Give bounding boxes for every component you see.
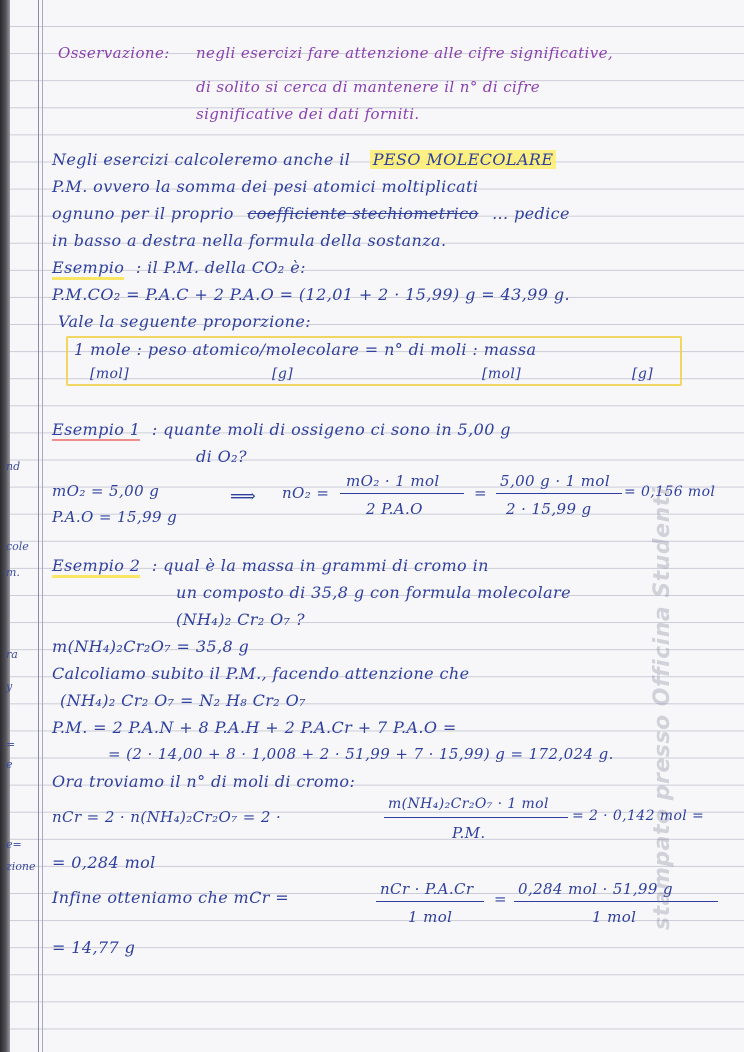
pm-line-1: P.M. = 2 P.A.N + 8 P.A.H + 2 P.A.Cr + 7 P.A.O =	[52, 718, 457, 737]
implies-arrow: ⟹	[230, 486, 257, 507]
final-result: = 14,77 g	[52, 938, 136, 957]
watermark: stampato presso Officina Studenti	[650, 487, 675, 930]
fraction-bar	[384, 817, 568, 818]
final-moles: = 0,284 mol	[52, 853, 156, 872]
margin-bleed-text: nd	[6, 460, 21, 473]
margin-bleed-text: y	[6, 680, 13, 693]
proportion-formula: 1 mole : peso atomico/molecolare = n° di moli : massa	[74, 340, 537, 359]
example-text: : quante moli di ossigeno ci sono in 5,00 g	[151, 420, 511, 439]
margin-bleed-text: ra	[6, 648, 18, 661]
fraction-bar	[376, 901, 484, 902]
example-0-line	[52, 258, 306, 277]
fraction-denominator: 2 · 15,99 g	[506, 500, 592, 518]
moles-text: Ora troviamo il n° di moli di cromo:	[52, 772, 356, 791]
fraction-numerator: m(NH₄)₂Cr₂O₇ · 1 mol	[388, 796, 549, 812]
pm-line-2: = (2 · 14,00 + 8 · 1,008 + 2 · 51,99 + 7 · 15,99) g = 172,024 g.	[108, 745, 614, 763]
margin-bleed-text: cole	[6, 540, 29, 553]
fraction-bar	[514, 901, 718, 902]
unit-label: [g]	[272, 366, 294, 382]
intro-text: Negli esercizi calcoleremo anche il	[52, 150, 351, 169]
example-2-line-2: un composto di 35,8 g con formula molecolare	[176, 583, 571, 602]
unit-label: [mol]	[482, 366, 522, 382]
given-mass: m(NH₄)₂Cr₂O₇ = 35,8 g	[52, 637, 250, 656]
intro-line-2: P.M. ovvero la somma dei pesi atomici moltiplicati	[52, 177, 479, 196]
observation-line-3: significative dei dati forniti.	[196, 105, 420, 123]
fraction-denominator: 1 mol	[592, 908, 637, 926]
margin-bleed-text: zione	[6, 860, 36, 873]
unit-label: [mol]	[90, 366, 130, 382]
margin-bleed-text: =	[6, 738, 16, 751]
intro-line-1	[52, 150, 556, 169]
fraction-denominator: P.M.	[452, 824, 486, 842]
margin-bleed-text: m.	[6, 566, 20, 579]
final-text: Infine otteniamo che mCr =	[52, 888, 290, 907]
fraction-denominator: 1 mol	[408, 908, 453, 926]
result-value: = 0,156 mol	[624, 484, 716, 500]
equals-sign: =	[494, 890, 507, 908]
calc-text: Calcoliamo subito il P.M., facendo attenzione che	[52, 664, 470, 683]
intro-text: ... pedice	[492, 204, 570, 223]
highlighted-term: PESO MOLECOLARE	[370, 150, 557, 169]
observation-line-1: negli esercizi fare attenzione alle cifre significative,	[196, 44, 614, 62]
example-0-proportion: Vale la seguente proporzione:	[58, 312, 312, 331]
given-atomic-weight: P.A.O = 15,99 g	[52, 508, 178, 526]
observation-line-2: di solito si cerca di mantenere il n° di cifre	[196, 78, 541, 96]
fraction-numerator: nCr · P.A.Cr	[380, 880, 474, 898]
intro-text: ognuno per il proprio	[52, 204, 234, 223]
equals-sign: =	[474, 484, 487, 502]
margin-line-inner	[42, 0, 43, 1052]
fraction-bar	[340, 493, 464, 494]
given-mass: mO₂ = 5,00 g	[52, 482, 160, 500]
example-text: : qual è la massa in grammi di cromo in	[151, 556, 489, 575]
fraction-numerator: mO₂ · 1 mol	[346, 472, 440, 490]
example-1-line-1	[52, 420, 511, 439]
unit-label: [g]	[632, 366, 654, 382]
fraction-denominator: 2 P.A.O	[366, 500, 423, 518]
example-label: Esempio	[52, 258, 124, 280]
example-0-formula: P.M.CO₂ = P.A.C + 2 P.A.O = (12,01 + 2 · 15,99) g = 43,99 g.	[52, 285, 570, 304]
margin-bleed-text: e=	[6, 838, 22, 851]
example-2-line-1	[52, 556, 489, 575]
fraction-bar	[496, 493, 622, 494]
chromium-moles: nCr = 2 · n(NH₄)₂Cr₂O₇ = 2 ·	[52, 808, 282, 826]
example-1-line-2: di O₂?	[196, 447, 247, 466]
observation-label: Osservazione:	[58, 44, 170, 62]
example-label: Esempio 1	[52, 420, 141, 439]
example-text: : il P.M. della CO₂ è:	[135, 258, 306, 277]
moles-symbol: nO₂ =	[282, 484, 330, 502]
example-label: Esempio 2	[52, 556, 140, 578]
result-value: = 2 · 0,142 mol =	[572, 808, 705, 824]
margin-bleed-text: e	[6, 758, 13, 771]
example-2-line-3: (NH₄)₂ Cr₂ O₇ ?	[176, 610, 305, 629]
margin-line	[38, 0, 39, 1052]
fraction-numerator: 5,00 g · 1 mol	[500, 472, 611, 490]
fraction-numerator: 0,284 mol · 51,99 g	[518, 880, 673, 898]
struck-text: coefficiente stechiometrico	[247, 204, 479, 223]
intro-line-4: in basso a destra nella formula della sostanza.	[52, 231, 447, 250]
formula-expansion: (NH₄)₂ Cr₂ O₇ = N₂ H₈ Cr₂ O₇	[60, 691, 306, 710]
intro-line-3	[52, 204, 570, 223]
